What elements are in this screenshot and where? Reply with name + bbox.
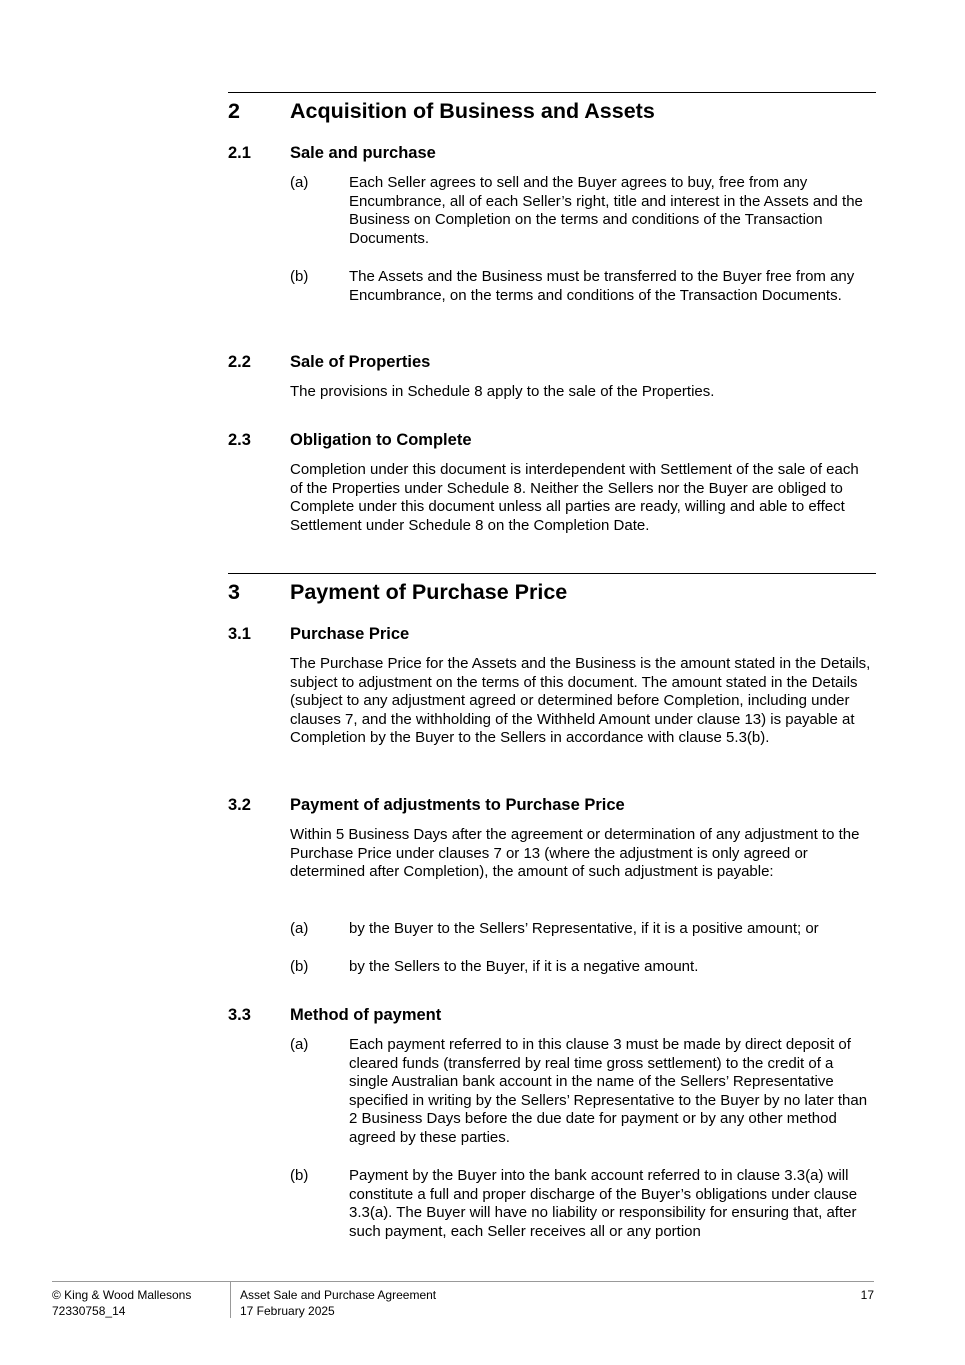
subclause-title: Purchase Price [290,625,410,643]
subclause-2-1-heading [228,144,876,166]
subclause-number: 2.1 [228,144,251,162]
subclause-number: 2.2 [228,353,251,371]
list-item [290,920,876,939]
item-text: by the Sellers to the Buyer, if it is a negative amount. [349,958,699,975]
subclause-title: Sale and purchase [290,144,436,162]
footer-doc-block [240,1288,436,1319]
page-number: 17 [860,1288,874,1302]
body-paragraph: Completion under this document is interdependent with Settlement of the sale of each of the Properties under Schedule 8. Neither the Sellers nor the Buyer are obliged to Complete under this document unless all parties are ready, willing and able to effect Settlement under Schedule 8 on the Completion Date. [290,461,859,534]
item-label: (a) [290,920,309,937]
subclause-3-2-heading [228,796,876,818]
subclause-number: 3.2 [228,796,251,814]
item-text: Each Seller agrees to sell and the Buyer agrees to buy, free from any Encumbrance, all of each Seller’s right, title and interest in the Assets and the Business on Completion on the terms and conditions of the Transaction Documents. [349,174,863,247]
body-paragraph: The Purchase Price for the Assets and the Business is the amount stated in the Details, subject to adjustment on the terms of this document. The amount stated in the Details (subject to any adjustment agreed or determined before Completion, including under clauses 7, and the withholding of the Withheld Amount under clause 13) is payable at Completion by the Buyer to the Sellers in accordance with clause 5.3(b). [290,655,871,747]
clause-number: 3 [228,580,240,604]
clause-3-heading [228,573,876,614]
footer-doc-id: 72330758_14 [52,1303,126,1318]
subclause-number: 3.1 [228,625,251,643]
list-item [290,1167,876,1241]
subclause-title: Payment of adjustments to Purchase Price [290,796,625,814]
subclause-number: 2.3 [228,431,251,449]
subclause-2-2-heading [228,353,876,375]
body-paragraph: Within 5 Business Days after the agreement or determination of any adjustment to the Purchase Price under clauses 7 or 13 (where the adjustment is only agreed or determined after Completion), the amount of such adjustment is payable: [290,826,860,881]
subclause-number: 3.3 [228,1006,251,1024]
footer-date: 17 February 2025 [240,1303,335,1318]
list-item [290,958,876,977]
footer-firm: © King & Wood Mallesons [52,1288,192,1302]
item-label: (a) [290,1036,309,1053]
clause-number: 2 [228,99,240,123]
subclause-title: Method of payment [290,1006,442,1024]
footer-firm-block [52,1288,191,1319]
footer-rule [52,1281,874,1282]
item-text: Payment by the Buyer into the bank account referred to in clause 3.3(a) will constitute a full and proper discharge of the Buyer’s obligations under clause 3.3(a). The Buyer will have no liability or responsibility for ensuring that, after such payment, each Seller receives all or any portion [349,1167,858,1240]
item-label: (b) [290,958,309,975]
item-label: (b) [290,1167,309,1184]
clause-2-heading [228,92,876,133]
subclause-3-1-heading [228,625,876,647]
list-item [290,1036,876,1148]
body-paragraph: The provisions in Schedule 8 apply to the sale of the Properties. [290,383,715,400]
subclause-2-3-heading [228,431,876,453]
footer-divider [230,1282,231,1318]
item-label: (a) [290,174,309,191]
footer-doc-title: Asset Sale and Purchase Agreement [240,1288,437,1302]
clause-title: Payment of Purchase Price [290,580,568,604]
subclause-title: Sale of Properties [290,353,431,371]
item-label: (b) [290,268,309,285]
item-text: by the Buyer to the Sellers’ Representative, if it is a positive amount; or [349,920,819,937]
item-text: Each payment referred to in this clause 3 must be made by direct deposit of cleared funds (transferred by real time gross settlement) to the credit of a single Australian bank account in the name of the Sellers’ Representative specified in writing by the Sellers’ Representative to the Buyer by no later than 2 Business Days before the due date for payment or by any other method agreed by these parties. [349,1036,868,1146]
list-item [290,174,876,248]
list-item [290,268,876,305]
item-text: The Assets and the Business must be transferred to the Buyer free from any Encumbrance, on the terms and conditions of the Transaction Documents. [349,268,855,304]
subclause-3-3-heading [228,1006,876,1028]
subclause-title: Obligation to Complete [290,431,472,449]
clause-title: Acquisition of Business and Assets [290,99,655,123]
